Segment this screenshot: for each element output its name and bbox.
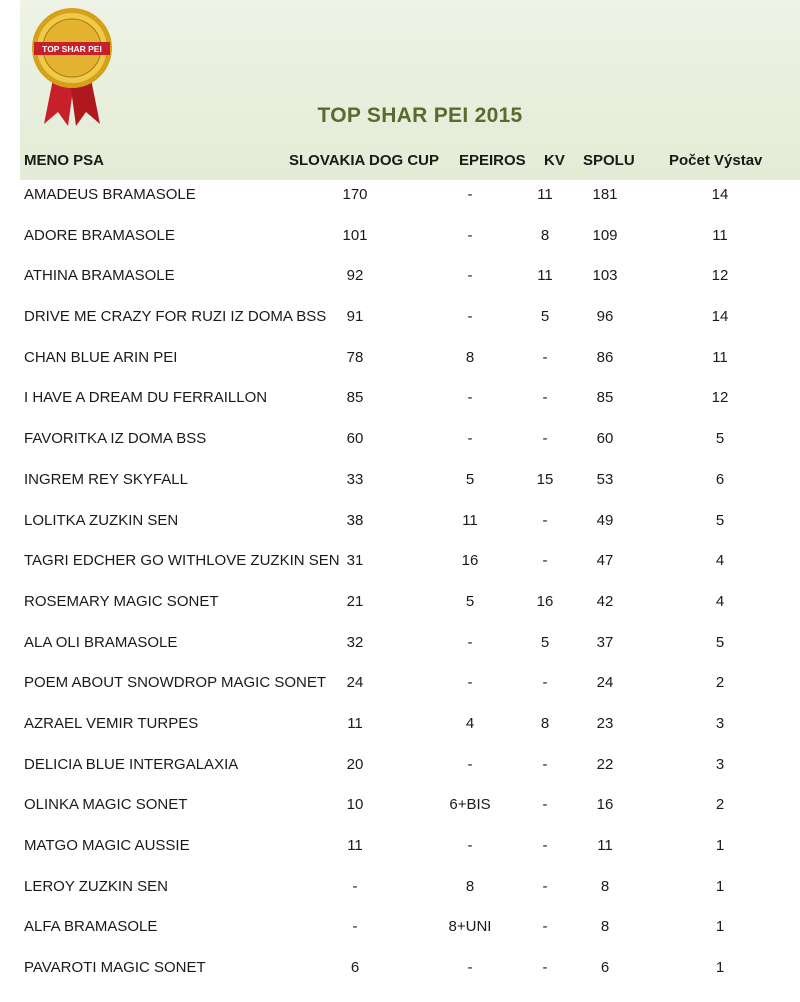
- cell-name: OLINKA MAGIC SONET: [24, 796, 188, 814]
- cell-kv: -: [542, 674, 548, 692]
- cell-name: ALA OLI BRAMASOLE: [24, 633, 178, 651]
- cell-kv: 11: [537, 267, 553, 285]
- header-kv: KV: [544, 152, 565, 169]
- cell-sdc: 101: [342, 226, 368, 244]
- cell-epeiros: -: [467, 226, 473, 244]
- cell-name: ROSEMARY MAGIC SONET: [24, 592, 219, 610]
- cell-sdc: 92: [346, 267, 364, 285]
- cell-pocet: 1: [715, 837, 725, 854]
- cell-kv: -: [542, 877, 548, 895]
- cell-sdc: 85: [346, 389, 364, 407]
- cell-pocet: 12: [711, 389, 729, 407]
- table-row: [0, 674, 800, 715]
- cell-spolu: 8: [600, 877, 610, 895]
- cell-epeiros: 16: [461, 552, 479, 570]
- cell-spolu: 53: [596, 470, 614, 488]
- cell-name: ADORE BRAMASOLE: [24, 226, 175, 244]
- cell-spolu: 22: [596, 755, 614, 773]
- cell-sdc: 31: [346, 552, 364, 570]
- cell-pocet: 5: [715, 430, 725, 448]
- cell-epeiros: 5: [465, 470, 475, 488]
- cell-spolu: 60: [596, 430, 614, 448]
- cell-kv: -: [542, 959, 548, 977]
- cell-pocet: 4: [715, 592, 725, 610]
- header-pocet: Počet Výstav: [669, 152, 763, 169]
- cell-sdc: 33: [346, 470, 364, 488]
- cell-spolu: 181: [592, 186, 618, 203]
- cell-sdc: 60: [346, 430, 364, 448]
- cell-epeiros: -: [467, 959, 473, 977]
- cell-sdc: 24: [346, 674, 364, 692]
- cell-pocet: 11: [712, 348, 728, 366]
- cell-sdc: 32: [346, 633, 364, 651]
- cell-name: ALFA BRAMASOLE: [24, 918, 158, 936]
- cell-spolu: 23: [596, 714, 614, 732]
- cell-sdc: 11: [347, 714, 363, 732]
- table-row: [0, 430, 800, 471]
- cell-name: AMADEUS BRAMASOLE: [24, 186, 196, 203]
- cell-spolu: 49: [596, 511, 614, 529]
- cell-spolu: 85: [596, 389, 614, 407]
- cell-epeiros: -: [467, 837, 473, 854]
- cell-epeiros: -: [467, 674, 473, 692]
- table-row: [0, 308, 800, 349]
- cell-kv: -: [542, 755, 548, 773]
- cell-name: AZRAEL VEMIR TURPES: [24, 714, 199, 732]
- cell-spolu: 11: [597, 837, 613, 854]
- cell-pocet: 3: [715, 755, 725, 773]
- cell-epeiros: -: [467, 267, 473, 285]
- cell-pocet: 5: [715, 633, 725, 651]
- cell-name: ATHINA BRAMASOLE: [24, 267, 175, 285]
- cell-sdc: 6: [350, 959, 360, 977]
- cell-epeiros: -: [467, 389, 473, 407]
- cell-epeiros: -: [467, 186, 473, 203]
- cell-name: LEROY ZUZKIN SEN: [24, 877, 168, 895]
- cell-name: DELICIA BLUE INTERGALAXIA: [24, 755, 239, 773]
- table-body: [0, 186, 800, 1000]
- cell-sdc: 78: [346, 348, 364, 366]
- cell-pocet: 2: [715, 796, 725, 814]
- cell-name: POEM ABOUT SNOWDROP MAGIC SONET: [24, 674, 326, 692]
- cell-kv: 5: [540, 308, 550, 326]
- cell-epeiros: -: [467, 308, 473, 326]
- cell-sdc: 11: [347, 837, 363, 854]
- cell-pocet: 2: [715, 674, 725, 692]
- cell-kv: 15: [536, 470, 554, 488]
- cell-kv: -: [542, 430, 548, 448]
- cell-epeiros: -: [467, 430, 473, 448]
- table-row: [0, 593, 800, 634]
- header-sdc: SLOVAKIA DOG CUP: [289, 152, 440, 169]
- cell-kv: -: [542, 552, 548, 570]
- cell-sdc: -: [352, 877, 358, 895]
- cell-kv: -: [542, 918, 548, 936]
- cell-epeiros: 11: [462, 511, 478, 529]
- cell-name: TAGRI EDCHER GO WITHLOVE ZUZKIN SEN: [24, 552, 340, 570]
- cell-kv: -: [542, 389, 548, 407]
- table-row: [0, 227, 800, 268]
- cell-pocet: 14: [711, 186, 729, 203]
- cell-spolu: 96: [596, 308, 614, 326]
- cell-name: PAVAROTI MAGIC SONET: [24, 959, 206, 977]
- cell-spolu: 6: [600, 959, 610, 977]
- cell-epeiros: -: [467, 755, 473, 773]
- cell-pocet: 3: [715, 714, 725, 732]
- cell-epeiros: 5: [465, 592, 475, 610]
- cell-pocet: 5: [715, 511, 725, 529]
- cell-kv: 16: [536, 592, 554, 610]
- header-epeiros: EPEIROS: [459, 152, 526, 169]
- table-row: [0, 756, 800, 797]
- badge-text: TOP SHAR PEI: [42, 44, 102, 54]
- cell-kv: 8: [540, 226, 550, 244]
- cell-pocet: 4: [715, 552, 725, 570]
- table-row: [0, 512, 800, 553]
- cell-epeiros: 4: [465, 714, 475, 732]
- cell-name: I HAVE A DREAM DU FERRAILLON: [24, 389, 268, 407]
- cell-spolu: 16: [596, 796, 614, 814]
- cell-kv: -: [542, 837, 548, 854]
- cell-name: FAVORITKA IZ DOMA BSS: [24, 430, 207, 448]
- cell-kv: -: [542, 348, 548, 366]
- table-row: [0, 186, 800, 227]
- cell-spolu: 37: [596, 633, 614, 651]
- cell-epeiros: 8+UNI: [448, 918, 492, 936]
- table-row: [0, 267, 800, 308]
- table-row: [0, 959, 800, 1000]
- table-row: [0, 715, 800, 756]
- cell-kv: 8: [540, 714, 550, 732]
- table-row: [0, 389, 800, 430]
- cell-kv: 5: [540, 633, 550, 651]
- cell-spolu: 8: [600, 918, 610, 936]
- table-row: [0, 796, 800, 837]
- table-row: [0, 878, 800, 919]
- cell-sdc: 38: [346, 511, 364, 529]
- cell-kv: 11: [537, 186, 553, 203]
- cell-pocet: 1: [715, 959, 725, 977]
- page-title: TOP SHAR PEI 2015: [317, 104, 523, 127]
- table-row: [0, 552, 800, 593]
- cell-epeiros: 8: [465, 877, 475, 895]
- cell-epeiros: 6+BIS: [449, 796, 491, 814]
- table-row: [0, 471, 800, 512]
- cell-sdc: 20: [346, 755, 364, 773]
- table-row: [0, 837, 800, 878]
- cell-spolu: 103: [592, 267, 618, 285]
- cell-name: CHAN BLUE ARIN PEI: [24, 348, 178, 366]
- cell-spolu: 47: [596, 552, 614, 570]
- cell-sdc: 91: [346, 308, 364, 326]
- cell-pocet: 11: [712, 226, 728, 244]
- cell-spolu: 24: [596, 674, 614, 692]
- header-spolu: SPOLU: [583, 152, 635, 169]
- cell-pocet: 1: [715, 918, 725, 936]
- cell-pocet: 14: [711, 308, 729, 326]
- cell-epeiros: -: [467, 633, 473, 651]
- cell-spolu: 42: [596, 592, 614, 610]
- cell-name: LOLITKA ZUZKIN SEN: [24, 511, 179, 529]
- cell-spolu: 86: [596, 348, 614, 366]
- cell-pocet: 12: [711, 267, 729, 285]
- cell-kv: -: [542, 796, 548, 814]
- table-header: [0, 152, 800, 174]
- cell-name: INGREM REY SKYFALL: [24, 470, 188, 488]
- cell-name: DRIVE ME CRAZY FOR RUZI IZ DOMA BSS: [24, 308, 327, 326]
- cell-epeiros: 8: [465, 348, 475, 366]
- cell-spolu: 109: [592, 226, 618, 244]
- table-row: [0, 634, 800, 675]
- cell-pocet: 1: [715, 877, 725, 895]
- table-row: [0, 918, 800, 959]
- cell-name: MATGO MAGIC AUSSIE: [24, 837, 190, 854]
- cell-pocet: 6: [715, 470, 725, 488]
- cell-sdc: -: [352, 918, 358, 936]
- cell-sdc: 170: [342, 186, 368, 203]
- cell-kv: -: [542, 511, 548, 529]
- header-name: MENO PSA: [24, 152, 105, 169]
- cell-sdc: 10: [346, 796, 364, 814]
- cell-sdc: 21: [346, 592, 364, 610]
- table-row: [0, 349, 800, 390]
